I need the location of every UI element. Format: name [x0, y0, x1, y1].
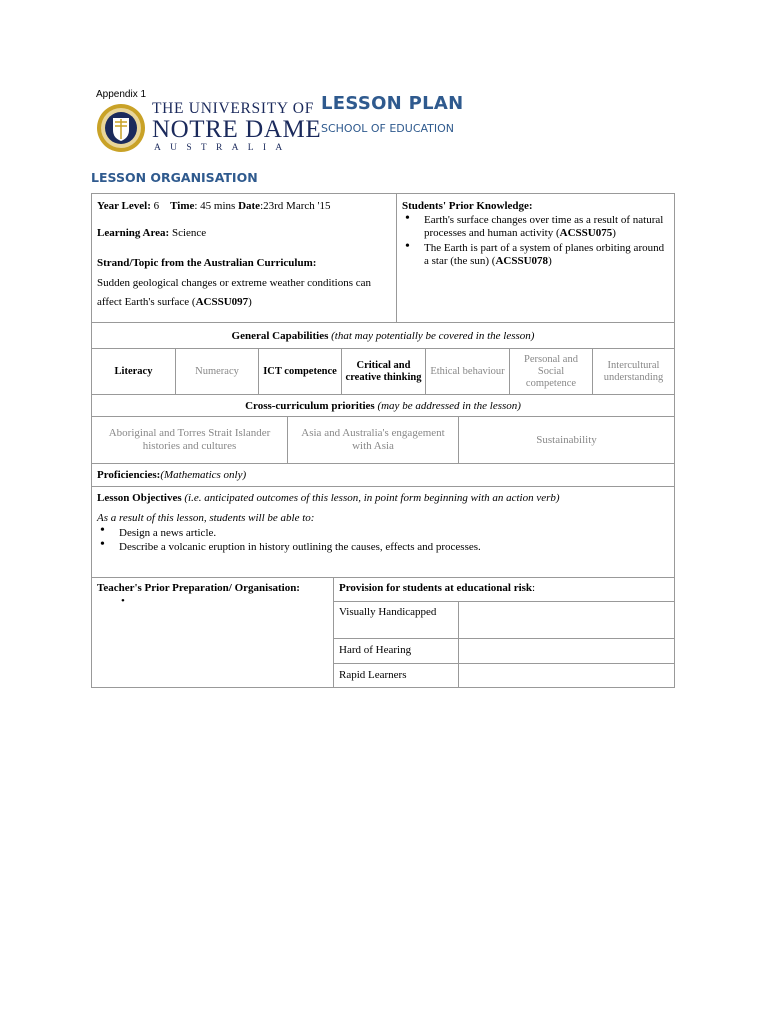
strand-close: ): [248, 296, 252, 308]
capability-numeracy: [175, 349, 258, 394]
preparation-bullet: •: [121, 595, 125, 607]
objectives-note: (i.e. anticipated outcomes of this lesson, in point form beginning with an action verb): [184, 492, 560, 504]
provision-colon: :: [532, 582, 536, 594]
prior-knowledge-close: ): [612, 227, 616, 239]
provision-row-hearing: [334, 638, 674, 663]
details-row: [92, 194, 674, 322]
priority-asia: [287, 417, 458, 463]
proficiencies-note: (Mathematics only): [160, 469, 247, 481]
time-label: Time: [170, 200, 195, 212]
provision-header: [334, 578, 674, 601]
prior-knowledge-text: The Earth is part of a system of planes orbiting around a star (the sun) (: [424, 242, 665, 267]
objective-item: [97, 540, 669, 554]
capability-critical-thinking: [341, 349, 425, 394]
capability-literacy: [92, 349, 175, 394]
cross-curriculum-header-row: [92, 394, 674, 416]
prior-knowledge-code: ACSSU078: [495, 255, 549, 267]
objectives-row: [92, 486, 674, 577]
prior-knowledge-list: [402, 214, 669, 268]
preparation-label: Teacher's Prior Preparation/ Organisation:: [97, 582, 300, 594]
priority-aboriginal: [92, 417, 287, 463]
year-level-label: Year Level:: [97, 200, 151, 212]
capability-label: Personal and Social competence: [524, 353, 578, 389]
lesson-table: [91, 193, 675, 688]
capability-label: ICT competence: [263, 365, 337, 377]
provision-cell: [333, 578, 674, 687]
objective-text: Design a news article.: [119, 527, 217, 539]
cross-curriculum-label: Cross-curriculum priorities: [245, 399, 375, 412]
prior-knowledge-label: Students' Prior Knowledge:: [402, 200, 533, 212]
cross-curriculum-note: (may be addressed in the lesson): [377, 399, 521, 412]
cross-curriculum-header: [245, 400, 521, 412]
objective-text: Describe a volcanic eruption in history outlining the causes, effects and processes.: [119, 541, 481, 553]
proficiencies-row: [92, 463, 674, 486]
time-value: : 45 mins: [194, 200, 236, 212]
capability-ict: [258, 349, 341, 394]
prior-knowledge-cell: [396, 194, 674, 322]
prior-knowledge-item: [402, 214, 669, 240]
provision-row-rapid: [334, 663, 674, 687]
objectives-intro: As a result of this lesson, students will be able to:: [97, 512, 315, 524]
capabilities-note: (that may potentially be covered in the lesson): [331, 329, 535, 342]
provision-row-label: Rapid Learners: [339, 669, 407, 681]
strand-label: Strand/Topic from the Australian Curriculum:: [97, 257, 317, 269]
capability-label: Intercultural understanding: [603, 359, 664, 383]
provision-row-value: [458, 664, 674, 687]
capability-label: Ethical behaviour: [430, 365, 505, 377]
provision-row-value: [458, 639, 674, 663]
capabilities-header: [232, 330, 535, 342]
capabilities-header-row: [92, 322, 674, 348]
priority-label: Aboriginal and Torres Strait Islander histories and cultures: [108, 427, 271, 452]
date-label: Date: [238, 200, 261, 212]
cross-curriculum-row: [92, 416, 674, 463]
prior-knowledge-item: [402, 242, 669, 268]
provision-label: Provision for students at educational risk: [339, 582, 533, 594]
proficiencies-label: Proficiencies:: [97, 469, 161, 481]
preparation-cell: [92, 578, 333, 687]
preparation-row: [92, 577, 674, 687]
date-value: :23rd March '15: [260, 200, 331, 212]
appendix-label: Appendix 1: [96, 89, 147, 100]
capability-label: Critical and creative thinking: [345, 359, 422, 383]
provision-row-label: Hard of Hearing: [339, 643, 412, 656]
section-title: LESSON ORGANISATION: [91, 170, 258, 185]
objective-item: [97, 526, 669, 540]
learning-area-value: Science: [171, 227, 207, 239]
capability-label: Literacy: [114, 365, 153, 377]
priority-sustainability: [458, 417, 674, 463]
capabilities-label: General Capabilities: [231, 329, 329, 342]
capabilities-row: [92, 348, 674, 394]
provision-row-visual: [334, 601, 674, 638]
capability-label: Numeracy: [195, 365, 239, 377]
lesson-plan-title: LESSON PLAN: [321, 93, 464, 114]
capability-ethical: [425, 349, 509, 394]
priority-label: Asia and Australia's engagement with Asia: [301, 427, 445, 452]
provision-row-label: Visually Handicapped: [339, 606, 437, 619]
prior-knowledge-text: Earth's surface changes over time as a result of natural processes and human activity (: [424, 214, 664, 239]
university-line-1: THE UNIVERSITY OF: [152, 100, 315, 117]
university-line-3: AUSTRALIA: [154, 143, 292, 153]
capability-intercultural: [592, 349, 674, 394]
priority-label: Sustainability: [536, 433, 597, 446]
prior-knowledge-close: ): [548, 255, 552, 267]
learning-area-label: Learning Area:: [97, 227, 170, 239]
objectives-list: [97, 526, 669, 554]
proficiencies-cell: [92, 469, 251, 481]
provision-row-value: [458, 602, 674, 638]
details-cell: [92, 194, 396, 322]
year-level-value: 6: [153, 200, 160, 212]
university-line-2: NOTRE DAME: [152, 116, 322, 143]
school-name: SCHOOL OF EDUCATION: [321, 122, 455, 135]
objectives-cell: [92, 487, 674, 577]
university-seal-icon: [96, 103, 146, 153]
prior-knowledge-code: ACSSU075: [559, 227, 613, 239]
strand-code: ACSSU097: [195, 296, 249, 308]
university-logo: [152, 100, 322, 155]
objectives-label: Lesson Objectives: [97, 492, 182, 504]
capability-personal-social: [509, 349, 592, 394]
strand-text: Sudden geological changes or extreme weather conditions can affect Earth's surface (: [97, 277, 371, 308]
